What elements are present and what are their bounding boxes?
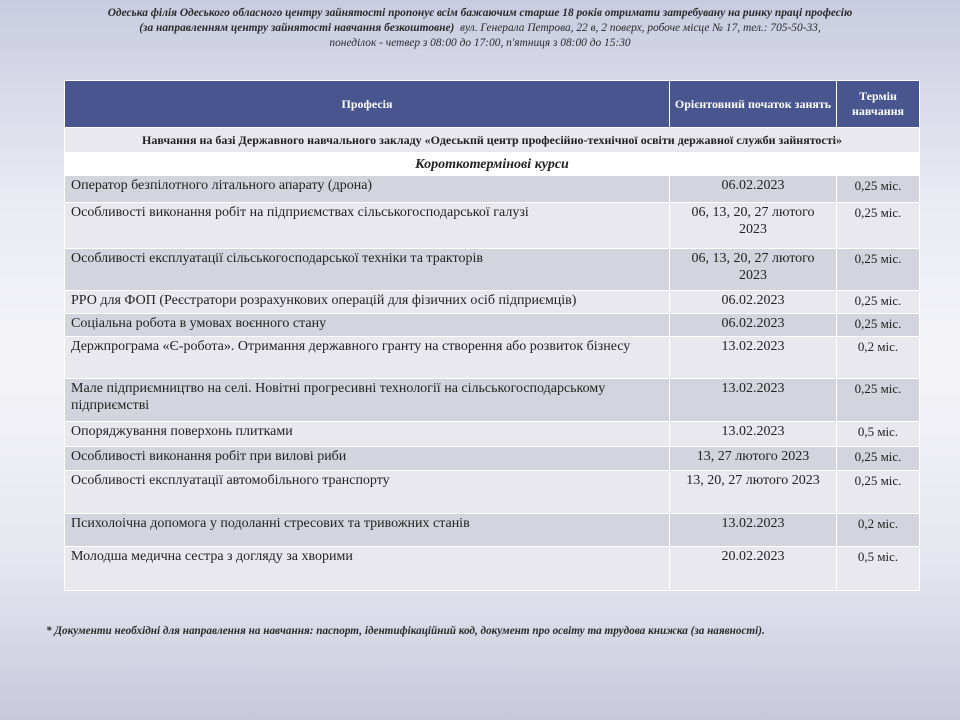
table-row bbox=[65, 447, 920, 471]
profession-cell: Особливості експлуатації автомобільного транспорту bbox=[65, 471, 670, 514]
column-header-start-date: Орієнтовний початок занять bbox=[670, 81, 837, 128]
documents-note: * Документи необхідні для направлення на навчання: паспорт, ідентифікаційний код, документ про освіту та трудова книжка (за наявності). bbox=[46, 625, 765, 637]
start-date-cell: 13.02.2023 bbox=[670, 337, 837, 379]
start-date-cell: 06, 13, 20, 27 лютого 2023 bbox=[670, 249, 837, 291]
duration-cell: 0,25 міс. bbox=[837, 379, 920, 422]
table-header-row bbox=[65, 81, 920, 128]
start-date-cell: 06.02.2023 bbox=[670, 291, 837, 314]
start-date-cell: 13, 20, 27 лютого 2023 bbox=[670, 471, 837, 514]
header-line-3: понеділок - четвер з 08:00 до 17:00, п'ятниця з 08:00 до 15:30 bbox=[329, 37, 631, 49]
courses-table bbox=[64, 80, 920, 591]
duration-cell: 0,5 міс. bbox=[837, 422, 920, 447]
start-date-cell: 13.02.2023 bbox=[670, 514, 837, 547]
table-row bbox=[65, 176, 920, 203]
table-row bbox=[65, 471, 920, 514]
start-date-cell: 20.02.2023 bbox=[670, 547, 837, 591]
profession-cell: Держпрограма «Є-робота». Отримання державного гранту на створення або розвиток бізнесу bbox=[65, 337, 670, 379]
duration-cell: 0,2 міс. bbox=[837, 337, 920, 379]
profession-cell: Мале підприємництво на селі. Новітні прогресивні технології на сільськогосподарському підприємстві bbox=[65, 379, 670, 422]
page-header bbox=[30, 6, 930, 51]
profession-cell: Соціальна робота в умовах воєнного стану bbox=[65, 314, 670, 337]
header-line-1: Одеська філія Одеського обласного центру зайнятості пропонує всім бажаючим старше 18 років отримати затребувану на ринку праці професію bbox=[107, 7, 853, 19]
duration-cell: 0,25 міс. bbox=[837, 447, 920, 471]
institution-row bbox=[65, 128, 920, 153]
start-date-cell: 06, 13, 20, 27 лютого 2023 bbox=[670, 203, 837, 249]
table-row bbox=[65, 379, 920, 422]
profession-cell: Особливості експлуатації сільськогосподарської техніки та тракторів bbox=[65, 249, 670, 291]
duration-cell: 0,25 міс. bbox=[837, 176, 920, 203]
table-row bbox=[65, 547, 920, 591]
table-row bbox=[65, 314, 920, 337]
table-row bbox=[65, 422, 920, 447]
table-row bbox=[65, 337, 920, 379]
section-row bbox=[65, 153, 920, 176]
duration-cell: 0,2 міс. bbox=[837, 514, 920, 547]
duration-cell: 0,25 міс. bbox=[837, 249, 920, 291]
profession-cell: Оператор безпілотного літального апарату (дрона) bbox=[65, 176, 670, 203]
profession-cell: Молодша медична сестра з догляду за хворими bbox=[65, 547, 670, 591]
institution-name: Навчання на базі Державного навчального закладу «Одеськпй центр професійно-технічної освіти державної служби зайнятості» bbox=[65, 128, 920, 153]
table-row bbox=[65, 291, 920, 314]
section-title: Короткотермінові курси bbox=[65, 153, 920, 176]
profession-cell: Особливості виконання робіт при вилові риби bbox=[65, 447, 670, 471]
header-line-2: (за направленням центру зайнятості навчання безкоштовне) вул. Генерала Петрова, 22 в, 2 поверх, робоче місце № 17, тел.: 705-50-33, bbox=[139, 22, 821, 34]
profession-cell: Опоряджування поверхонь плитками bbox=[65, 422, 670, 447]
start-date-cell: 06.02.2023 bbox=[670, 176, 837, 203]
column-header-profession: Професія bbox=[65, 81, 670, 128]
duration-cell: 0,25 міс. bbox=[837, 291, 920, 314]
profession-cell: Особливості виконання робіт на підприємствах сільськогосподарської галузі bbox=[65, 203, 670, 249]
duration-cell: 0,5 міс. bbox=[837, 547, 920, 591]
start-date-cell: 13, 27 лютого 2023 bbox=[670, 447, 837, 471]
profession-cell: Психолоічна допомога у подоланні стресових та тривожних станів bbox=[65, 514, 670, 547]
profession-cell: РРО для ФОП (Реєстратори розрахункових операцій для фізичних осіб підприємців) bbox=[65, 291, 670, 314]
table-row bbox=[65, 203, 920, 249]
start-date-cell: 06.02.2023 bbox=[670, 314, 837, 337]
duration-cell: 0,25 міс. bbox=[837, 471, 920, 514]
duration-cell: 0,25 міс. bbox=[837, 314, 920, 337]
start-date-cell: 13.02.2023 bbox=[670, 422, 837, 447]
duration-cell: 0,25 міс. bbox=[837, 203, 920, 249]
start-date-cell: 13.02.2023 bbox=[670, 379, 837, 422]
table-row bbox=[65, 514, 920, 547]
table-row bbox=[65, 249, 920, 291]
column-header-duration: Термін навчання bbox=[837, 81, 920, 128]
